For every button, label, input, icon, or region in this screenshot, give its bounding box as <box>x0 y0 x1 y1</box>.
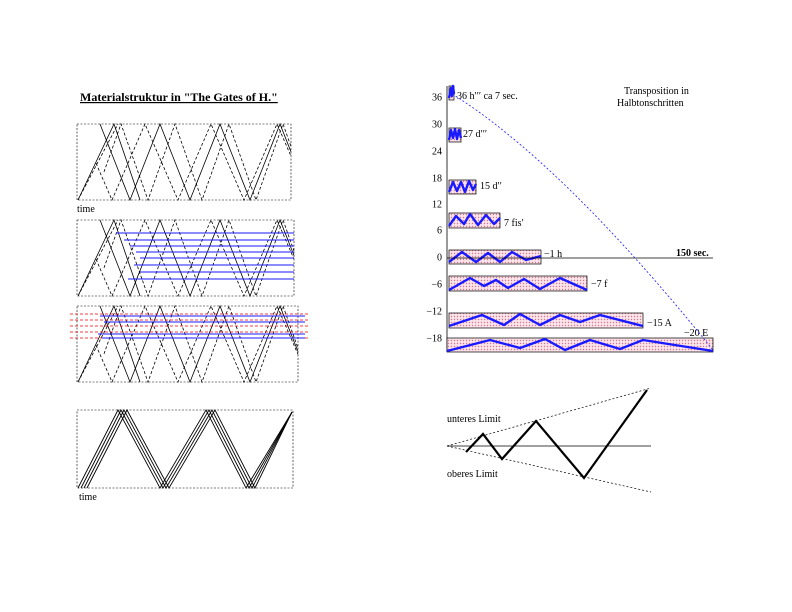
zigzag-line <box>100 306 298 382</box>
left-title: Materialstruktur in "The Gates of H." <box>80 90 278 104</box>
header-line-1: Transposition in <box>624 86 689 97</box>
y-tick-labels <box>426 93 442 345</box>
ramp-line <box>78 220 140 296</box>
band-label: 7 fisʹ <box>504 218 524 229</box>
band-label: 36 hʹʹʹ ca 7 sec. <box>457 91 518 102</box>
zigzag-line-dashed <box>104 306 298 382</box>
band-label: −15 A <box>647 318 672 329</box>
y-tick-label: 24 <box>432 146 442 158</box>
y-tick-label: −18 <box>426 333 442 345</box>
y-tick-label: −6 <box>431 279 442 291</box>
zigzag-line-dashed <box>104 124 291 200</box>
y-tick-label: −12 <box>426 306 442 318</box>
y-tick-label: 6 <box>437 225 442 237</box>
header-line-2: Halbtonschritten <box>617 98 684 109</box>
band-label: −20 E <box>684 328 709 339</box>
y-tick-label: 12 <box>432 199 442 211</box>
lower-limit-label: unteres Limit <box>447 414 501 425</box>
ramp-line-dashed <box>78 220 118 296</box>
panel-3 <box>70 306 310 382</box>
time-label-bottom: time <box>79 492 97 503</box>
ramp-line <box>78 124 140 200</box>
y-tick-label: 18 <box>432 173 442 185</box>
upper-limit-label: oberes Limit <box>447 469 498 480</box>
panel-2 <box>77 220 294 296</box>
duration-label: 150 sec. <box>676 248 709 259</box>
ramp-line <box>78 306 140 382</box>
panel-4 <box>77 410 293 488</box>
zigzag-line-dashed <box>96 306 298 382</box>
ramp-line-dashed <box>78 124 118 200</box>
band-label: −7 f <box>591 279 608 290</box>
ramp-line-dashed <box>78 306 118 382</box>
transposition-bands <box>447 86 713 352</box>
band-label: 27 dʹʹʹ <box>463 129 488 140</box>
y-tick-label: 30 <box>432 119 442 131</box>
panel-1 <box>77 124 291 200</box>
band-label: 15 dʹʹ <box>480 181 502 192</box>
band-label: −1 h <box>544 249 563 260</box>
y-tick-label: 36 <box>432 92 442 104</box>
triangle-bundle-line <box>78 410 292 488</box>
time-label-top: time <box>77 204 95 215</box>
y-tick-label: 0 <box>437 252 442 264</box>
